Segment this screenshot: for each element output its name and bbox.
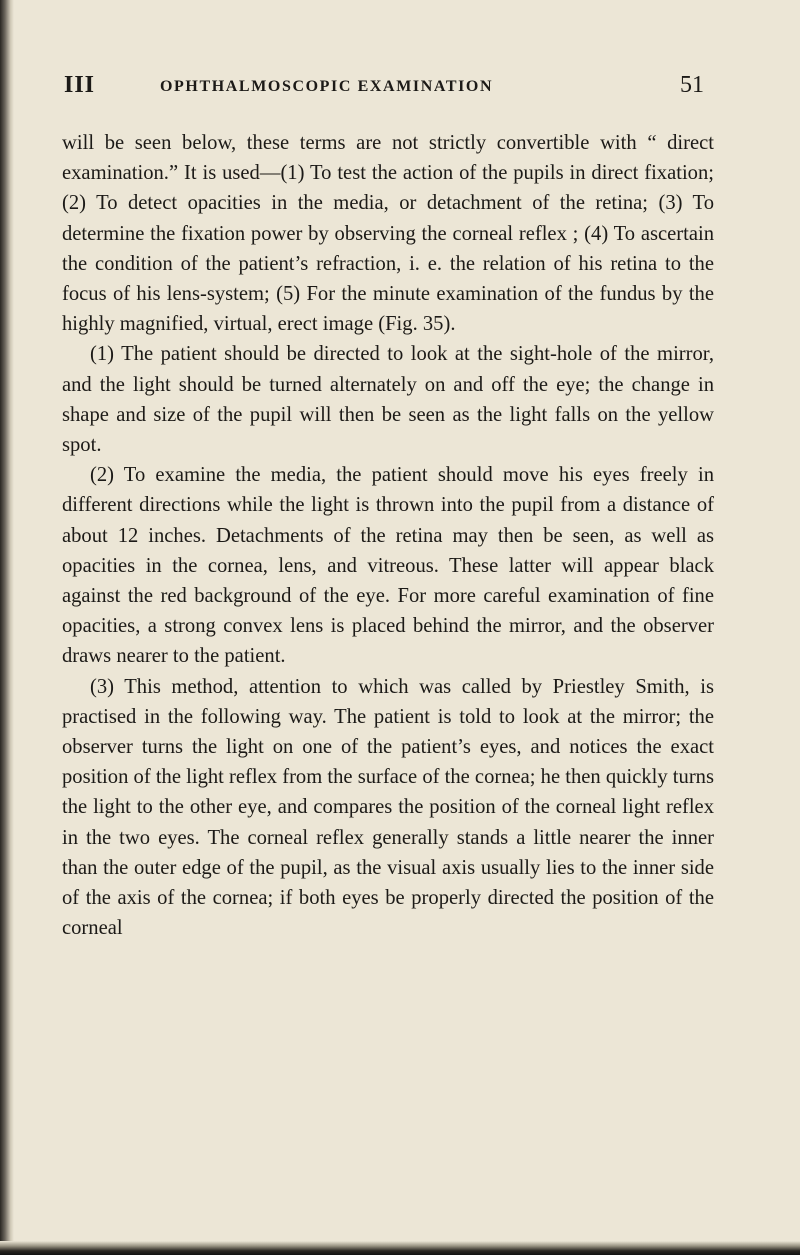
book-page <box>62 72 714 943</box>
page-binding-edge <box>0 0 14 1255</box>
page-bottom-edge <box>0 1241 800 1255</box>
paragraph-continued: will be seen below, these terms are not strictly convertible with “ direct examination.” It is used—(1) To test the action of the pupils in direct fixation; (2) To detect opacities in the media, or detachment of the retina; (3) To determine the fixation power by observing the corneal reflex ; (4) To ascertain the condition of the patient’s refraction, i. e. the relation of his retina to the focus of his lens-system; (5) For the minute examination of the fundus by the highly magnified, virtual, erect image (Fig. 35). <box>62 132 714 336</box>
paragraph-3: (3) This method, attention to which was called by Priestley Smith, is practised in the following way. The patient is told to look at the mirror; the observer turns the light on one of the patient’s eyes, and notices the exact position of the light reflex from the surface of the cornea; he then quickly turns the light to the other eye, and compares the position of the corneal light reflex in the two eyes. The corneal reflex generally stands a little nearer the inner than the outer edge of the pupil, as the visual axis usually lies to the inner side of the axis of the cornea; if both eyes be properly directed the position of the corneal <box>62 675 714 940</box>
paragraph-1: (1) The patient should be directed to look at the sight-hole of the mirror, and the light should be turned alternately on and off the eye; the change in shape and size of the pupil will then be seen as the light falls on the yellow spot. <box>62 343 714 457</box>
running-title: OPHTHALMOSCOPIC EXAMINATION <box>160 78 494 95</box>
chapter-number: III <box>64 72 96 98</box>
page-number: 51 <box>680 72 704 98</box>
running-header <box>62 72 714 106</box>
body-text <box>62 128 714 943</box>
paragraph-2: (2) To examine the media, the patient should move his eyes freely in different directions while the light is thrown into the pupil from a distance of about 12 inches. Detachments of the retina may then be seen, as well as opacities in the cornea, lens, and vitreous. These latter will appear black against the red background of the eye. For more careful examination of fine opacities, a strong convex lens is placed behind the mirror, and the observer draws nearer to the patient. <box>62 464 714 668</box>
